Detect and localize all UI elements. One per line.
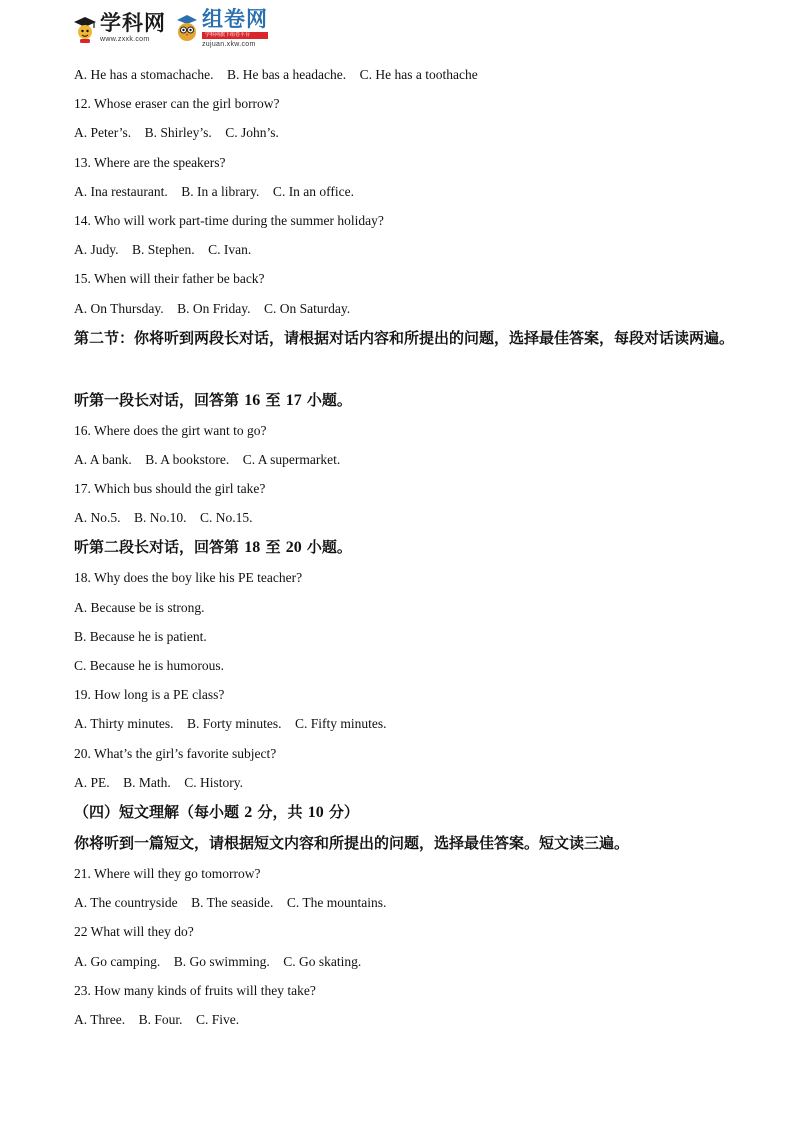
zujuan-logo [174,6,268,48]
owl-mascot-icon [174,13,200,43]
question-line: 22 What will they do? [74,924,194,940]
heading-part-n1: 18 [244,539,261,557]
document-body [74,60,734,1034]
question-line: C. Because he is humorous. [74,658,224,673]
question-line: 21. Where will they go tomorrow? [74,865,261,881]
question-line: 12. Whose eraser can the girl borrow? [74,96,280,112]
part-heading [74,385,734,416]
part-heading [74,797,734,828]
question-line: A. Three. B. Four. C. Five. [74,1011,240,1027]
question-line: A. On Thursday. B. On Friday. C. On Saturday. [74,300,351,316]
question-line: A. Judy. B. Stephen. C. Ivan. [74,242,252,258]
section-instruction: 你将听到一篇短文，请根据短文内容和所提出的问题，选择最佳答案。短文读三遍。 [74,833,630,852]
question-line: 20. What’s the girl’s favorite subject? [74,745,277,761]
graduation-cap-mascot-icon [72,13,98,43]
heading-part-mid: 至 [260,538,286,557]
question-line: A. PE. B. Math. C. History. [74,774,244,790]
page-header [72,6,276,48]
heading-part-post: 分） [323,802,359,821]
logo2-banner: 学科网旗下组卷平台 [202,32,268,39]
section-heading: 第二节：你将听到两段长对话，请根据对话内容和所提出的问题，选择最佳答案，每段对话读两遍。 [74,328,735,347]
heading-part-n2: 17 [285,391,302,409]
heading-part-n1: 2 [244,803,253,821]
question-line: A. He has a stomachache. B. He bas a headache. C. He has a toothache [74,67,478,82]
question-line: 14. Who will work part-time during the summer holiday? [74,212,384,228]
question-line: A. Thirty minutes. B. Forty minutes. C. Fifty minutes. [74,716,387,732]
heading-part-n1: 16 [244,391,261,409]
heading-part-n2: 10 [307,803,324,821]
heading-part-mid: 分，共 [252,802,308,821]
question-line: A. The countryside B. The seaside. C. The mountains. [74,895,387,911]
question-line: 19. How long is a PE class? [74,687,225,703]
question-line: A. Because be is strong. [74,599,205,615]
question-line: 15. When will their father be back? [74,271,265,287]
question-line: A. Go camping. B. Go swimming. C. Go skating. [74,953,362,969]
heading-part-pre: （四）短文理解（每小题 [74,802,245,821]
question-line: 18. Why does the boy like his PE teacher? [74,570,303,586]
question-line: 16. Where does the girt want to go? [74,422,267,438]
question-line: B. Because he is patient. [74,628,207,644]
logo1-url: www.zxxk.com [100,36,150,43]
question-line: A. Peter’s. B. Shirley’s. C. John’s. [74,125,279,141]
heading-part-n2: 20 [285,539,302,557]
heading-part-post: 小题。 [301,538,352,557]
logo2-title: 组卷网 [202,6,268,31]
heading-part-mid: 至 [260,390,286,409]
zxxk-logo [72,13,166,43]
question-line: A. A bank. B. A bookstore. C. A supermarket. [74,451,341,467]
logo2-url: zujuan.xkw.com [202,40,256,48]
part-heading [74,532,734,563]
question-line: 17. Which bus should the girl take? [74,481,266,497]
heading-part-post: 小题。 [301,390,352,409]
heading-part-pre: 听第二段长对话，回答第 [74,538,245,557]
heading-part-pre: 听第一段长对话，回答第 [74,390,245,409]
question-line: A. Ina restaurant. B. In a library. C. In an office. [74,183,355,199]
question-line: 23. How many kinds of fruits will they take? [74,982,316,998]
question-line: 13. Where are the speakers? [74,154,226,170]
logo1-title: 学科网 [100,11,166,35]
question-line: A. No.5. B. No.10. C. No.15. [74,510,253,526]
